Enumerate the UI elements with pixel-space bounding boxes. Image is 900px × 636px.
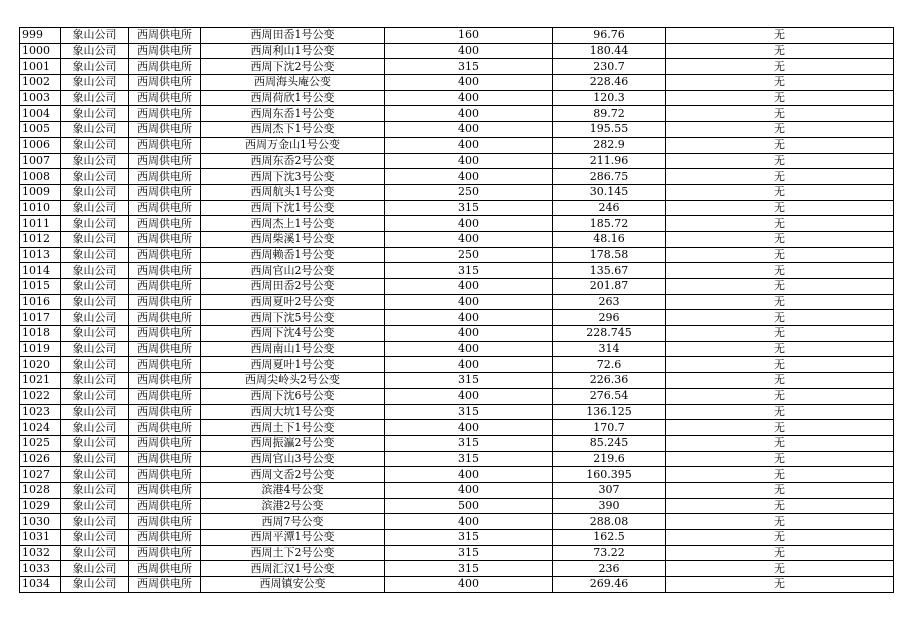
load-cell: 288.08 — [553, 514, 666, 530]
capacity-cell: 400 — [385, 137, 553, 153]
capacity-cell: 400 — [385, 341, 553, 357]
remark-cell: 无 — [666, 169, 894, 185]
station-cell: 西周供电所 — [129, 561, 201, 577]
remark-cell: 无 — [666, 200, 894, 216]
capacity-cell: 250 — [385, 184, 553, 200]
transformer-name-cell: 西周尖岭头2号公变 — [201, 373, 385, 389]
row-number-cell: 1005 — [20, 122, 61, 138]
table-row — [20, 137, 894, 153]
transformer-name-cell: 滨港4号公变 — [201, 482, 385, 498]
load-cell: 390 — [553, 498, 666, 514]
table-row — [20, 279, 894, 295]
capacity-cell: 250 — [385, 247, 553, 263]
company-cell: 象山公司 — [61, 451, 129, 467]
load-cell: 219.6 — [553, 451, 666, 467]
table-row — [20, 420, 894, 436]
station-cell: 西周供电所 — [129, 435, 201, 451]
table-row — [20, 153, 894, 169]
capacity-cell: 400 — [385, 153, 553, 169]
table-row — [20, 482, 894, 498]
station-cell: 西周供电所 — [129, 106, 201, 122]
transformer-name-cell: 西周柴溪1号公变 — [201, 231, 385, 247]
remark-cell: 无 — [666, 561, 894, 577]
table-row — [20, 28, 894, 44]
remark-cell: 无 — [666, 231, 894, 247]
spreadsheet-page — [19, 27, 894, 593]
load-cell: 136.125 — [553, 404, 666, 420]
transformer-name-cell: 西周下沈3号公变 — [201, 169, 385, 185]
company-cell: 象山公司 — [61, 577, 129, 593]
company-cell: 象山公司 — [61, 106, 129, 122]
transformer-name-cell: 西周镇安公变 — [201, 577, 385, 593]
row-number-cell: 1011 — [20, 216, 61, 232]
table-row — [20, 310, 894, 326]
transformer-name-cell: 西周下沈1号公变 — [201, 200, 385, 216]
company-cell: 象山公司 — [61, 545, 129, 561]
station-cell: 西周供电所 — [129, 231, 201, 247]
transformer-name-cell: 西周海头庵公变 — [201, 75, 385, 91]
remark-cell: 无 — [666, 577, 894, 593]
remark-cell: 无 — [666, 514, 894, 530]
table-row — [20, 106, 894, 122]
transformer-name-cell: 西周田岙1号公变 — [201, 28, 385, 44]
station-cell: 西周供电所 — [129, 514, 201, 530]
station-cell: 西周供电所 — [129, 545, 201, 561]
company-cell: 象山公司 — [61, 498, 129, 514]
transformer-table — [19, 27, 894, 593]
row-number-cell: 1009 — [20, 184, 61, 200]
company-cell: 象山公司 — [61, 294, 129, 310]
row-number-cell: 1018 — [20, 326, 61, 342]
load-cell: 307 — [553, 482, 666, 498]
load-cell: 178.58 — [553, 247, 666, 263]
load-cell: 276.54 — [553, 388, 666, 404]
capacity-cell: 400 — [385, 231, 553, 247]
capacity-cell: 400 — [385, 43, 553, 59]
load-cell: 185.72 — [553, 216, 666, 232]
load-cell: 170.7 — [553, 420, 666, 436]
remark-cell: 无 — [666, 388, 894, 404]
row-number-cell: 1032 — [20, 545, 61, 561]
company-cell: 象山公司 — [61, 169, 129, 185]
row-number-cell: 1017 — [20, 310, 61, 326]
company-cell: 象山公司 — [61, 514, 129, 530]
row-number-cell: 1023 — [20, 404, 61, 420]
remark-cell: 无 — [666, 498, 894, 514]
transformer-name-cell: 西周官山2号公变 — [201, 263, 385, 279]
station-cell: 西周供电所 — [129, 169, 201, 185]
row-number-cell: 1033 — [20, 561, 61, 577]
transformer-name-cell: 滨港2号公变 — [201, 498, 385, 514]
load-cell: 89.72 — [553, 106, 666, 122]
load-cell: 228.46 — [553, 75, 666, 91]
load-cell: 269.46 — [553, 577, 666, 593]
table-row — [20, 388, 894, 404]
capacity-cell: 400 — [385, 90, 553, 106]
capacity-cell: 400 — [385, 294, 553, 310]
company-cell: 象山公司 — [61, 310, 129, 326]
load-cell: 72.6 — [553, 357, 666, 373]
company-cell: 象山公司 — [61, 530, 129, 546]
company-cell: 象山公司 — [61, 341, 129, 357]
company-cell: 象山公司 — [61, 216, 129, 232]
capacity-cell: 315 — [385, 59, 553, 75]
row-number-cell: 1002 — [20, 75, 61, 91]
row-number-cell: 1030 — [20, 514, 61, 530]
row-number-cell: 1028 — [20, 482, 61, 498]
station-cell: 西周供电所 — [129, 498, 201, 514]
table-body — [20, 28, 894, 593]
remark-cell: 无 — [666, 545, 894, 561]
remark-cell: 无 — [666, 404, 894, 420]
station-cell: 西周供电所 — [129, 43, 201, 59]
station-cell: 西周供电所 — [129, 75, 201, 91]
transformer-name-cell: 西周利山1号公变 — [201, 43, 385, 59]
capacity-cell: 315 — [385, 263, 553, 279]
company-cell: 象山公司 — [61, 247, 129, 263]
table-row — [20, 341, 894, 357]
capacity-cell: 315 — [385, 451, 553, 467]
row-number-cell: 1003 — [20, 90, 61, 106]
table-row — [20, 263, 894, 279]
capacity-cell: 160 — [385, 28, 553, 44]
station-cell: 西周供电所 — [129, 404, 201, 420]
load-cell: 226.36 — [553, 373, 666, 389]
remark-cell: 无 — [666, 435, 894, 451]
row-number-cell: 1015 — [20, 279, 61, 295]
transformer-name-cell: 西周下沈2号公变 — [201, 59, 385, 75]
remark-cell: 无 — [666, 90, 894, 106]
station-cell: 西周供电所 — [129, 326, 201, 342]
table-row — [20, 451, 894, 467]
transformer-name-cell: 西周大坑1号公变 — [201, 404, 385, 420]
station-cell: 西周供电所 — [129, 388, 201, 404]
row-number-cell: 1021 — [20, 373, 61, 389]
load-cell: 162.5 — [553, 530, 666, 546]
table-row — [20, 43, 894, 59]
table-row — [20, 357, 894, 373]
load-cell: 236 — [553, 561, 666, 577]
station-cell: 西周供电所 — [129, 294, 201, 310]
remark-cell: 无 — [666, 357, 894, 373]
capacity-cell: 315 — [385, 435, 553, 451]
transformer-name-cell: 西周土下1号公变 — [201, 420, 385, 436]
transformer-name-cell: 西周东岙1号公变 — [201, 106, 385, 122]
company-cell: 象山公司 — [61, 357, 129, 373]
company-cell: 象山公司 — [61, 75, 129, 91]
load-cell: 160.395 — [553, 467, 666, 483]
transformer-name-cell: 西周下沈4号公变 — [201, 326, 385, 342]
remark-cell: 无 — [666, 294, 894, 310]
capacity-cell: 400 — [385, 577, 553, 593]
capacity-cell: 400 — [385, 216, 553, 232]
company-cell: 象山公司 — [61, 122, 129, 138]
station-cell: 西周供电所 — [129, 451, 201, 467]
station-cell: 西周供电所 — [129, 577, 201, 593]
station-cell: 西周供电所 — [129, 59, 201, 75]
row-number-cell: 1006 — [20, 137, 61, 153]
company-cell: 象山公司 — [61, 184, 129, 200]
transformer-name-cell: 西周荷欣1号公变 — [201, 90, 385, 106]
remark-cell: 无 — [666, 59, 894, 75]
remark-cell: 无 — [666, 373, 894, 389]
table-row — [20, 169, 894, 185]
load-cell: 263 — [553, 294, 666, 310]
company-cell: 象山公司 — [61, 388, 129, 404]
station-cell: 西周供电所 — [129, 310, 201, 326]
station-cell: 西周供电所 — [129, 279, 201, 295]
company-cell: 象山公司 — [61, 435, 129, 451]
remark-cell: 无 — [666, 279, 894, 295]
table-row — [20, 577, 894, 593]
company-cell: 象山公司 — [61, 420, 129, 436]
row-number-cell: 1012 — [20, 231, 61, 247]
station-cell: 西周供电所 — [129, 184, 201, 200]
load-cell: 120.3 — [553, 90, 666, 106]
row-number-cell: 1014 — [20, 263, 61, 279]
remark-cell: 无 — [666, 75, 894, 91]
transformer-name-cell: 西周夏叶1号公变 — [201, 357, 385, 373]
remark-cell: 无 — [666, 153, 894, 169]
station-cell: 西周供电所 — [129, 420, 201, 436]
load-cell: 30.145 — [553, 184, 666, 200]
station-cell: 西周供电所 — [129, 263, 201, 279]
capacity-cell: 315 — [385, 373, 553, 389]
station-cell: 西周供电所 — [129, 137, 201, 153]
table-row — [20, 467, 894, 483]
capacity-cell: 315 — [385, 545, 553, 561]
table-row — [20, 90, 894, 106]
company-cell: 象山公司 — [61, 279, 129, 295]
row-number-cell: 1020 — [20, 357, 61, 373]
load-cell: 195.55 — [553, 122, 666, 138]
row-number-cell: 1031 — [20, 530, 61, 546]
remark-cell: 无 — [666, 216, 894, 232]
table-row — [20, 514, 894, 530]
transformer-name-cell: 西周汇汉1号公变 — [201, 561, 385, 577]
remark-cell: 无 — [666, 106, 894, 122]
row-number-cell: 1024 — [20, 420, 61, 436]
row-number-cell: 1008 — [20, 169, 61, 185]
company-cell: 象山公司 — [61, 263, 129, 279]
remark-cell: 无 — [666, 263, 894, 279]
row-number-cell: 1029 — [20, 498, 61, 514]
capacity-cell: 315 — [385, 404, 553, 420]
remark-cell: 无 — [666, 43, 894, 59]
capacity-cell: 400 — [385, 326, 553, 342]
row-number-cell: 1025 — [20, 435, 61, 451]
station-cell: 西周供电所 — [129, 373, 201, 389]
station-cell: 西周供电所 — [129, 200, 201, 216]
station-cell: 西周供电所 — [129, 216, 201, 232]
remark-cell: 无 — [666, 467, 894, 483]
load-cell: 296 — [553, 310, 666, 326]
load-cell: 201.87 — [553, 279, 666, 295]
capacity-cell: 400 — [385, 122, 553, 138]
capacity-cell: 315 — [385, 561, 553, 577]
station-cell: 西周供电所 — [129, 153, 201, 169]
capacity-cell: 400 — [385, 514, 553, 530]
company-cell: 象山公司 — [61, 373, 129, 389]
remark-cell: 无 — [666, 482, 894, 498]
transformer-name-cell: 西周东岙2号公变 — [201, 153, 385, 169]
station-cell: 西周供电所 — [129, 90, 201, 106]
capacity-cell: 500 — [385, 498, 553, 514]
table-row — [20, 530, 894, 546]
table-row — [20, 561, 894, 577]
table-row — [20, 545, 894, 561]
table-row — [20, 404, 894, 420]
capacity-cell: 400 — [385, 106, 553, 122]
capacity-cell: 400 — [385, 482, 553, 498]
company-cell: 象山公司 — [61, 326, 129, 342]
company-cell: 象山公司 — [61, 90, 129, 106]
company-cell: 象山公司 — [61, 28, 129, 44]
row-number-cell: 1034 — [20, 577, 61, 593]
load-cell: 85.245 — [553, 435, 666, 451]
remark-cell: 无 — [666, 341, 894, 357]
capacity-cell: 400 — [385, 310, 553, 326]
load-cell: 282.9 — [553, 137, 666, 153]
company-cell: 象山公司 — [61, 59, 129, 75]
remark-cell: 无 — [666, 310, 894, 326]
transformer-name-cell: 西周平潭1号公变 — [201, 530, 385, 546]
load-cell: 230.7 — [553, 59, 666, 75]
station-cell: 西周供电所 — [129, 247, 201, 263]
transformer-name-cell: 西周万金山1号公变 — [201, 137, 385, 153]
table-row — [20, 498, 894, 514]
company-cell: 象山公司 — [61, 231, 129, 247]
row-number-cell: 1026 — [20, 451, 61, 467]
station-cell: 西周供电所 — [129, 467, 201, 483]
table-row — [20, 435, 894, 451]
transformer-name-cell: 西周文岙2号公变 — [201, 467, 385, 483]
transformer-name-cell: 西周南山1号公变 — [201, 341, 385, 357]
row-number-cell: 1001 — [20, 59, 61, 75]
remark-cell: 无 — [666, 326, 894, 342]
capacity-cell: 400 — [385, 388, 553, 404]
row-number-cell: 1010 — [20, 200, 61, 216]
capacity-cell: 400 — [385, 279, 553, 295]
row-number-cell: 1004 — [20, 106, 61, 122]
station-cell: 西周供电所 — [129, 122, 201, 138]
load-cell: 135.67 — [553, 263, 666, 279]
table-row — [20, 231, 894, 247]
remark-cell: 无 — [666, 420, 894, 436]
transformer-name-cell: 西周下沈5号公变 — [201, 310, 385, 326]
company-cell: 象山公司 — [61, 561, 129, 577]
capacity-cell: 400 — [385, 169, 553, 185]
table-row — [20, 200, 894, 216]
remark-cell: 无 — [666, 247, 894, 263]
transformer-name-cell: 西周田岙2号公变 — [201, 279, 385, 295]
station-cell: 西周供电所 — [129, 530, 201, 546]
row-number-cell: 1007 — [20, 153, 61, 169]
transformer-name-cell: 西周下沈6号公变 — [201, 388, 385, 404]
row-number-cell: 999 — [20, 28, 61, 44]
transformer-name-cell: 西周土下2号公变 — [201, 545, 385, 561]
table-row — [20, 247, 894, 263]
transformer-name-cell: 西周振瀛2号公变 — [201, 435, 385, 451]
station-cell: 西周供电所 — [129, 357, 201, 373]
transformer-name-cell: 西周7号公变 — [201, 514, 385, 530]
table-row — [20, 294, 894, 310]
row-number-cell: 1000 — [20, 43, 61, 59]
row-number-cell: 1016 — [20, 294, 61, 310]
remark-cell: 无 — [666, 137, 894, 153]
company-cell: 象山公司 — [61, 137, 129, 153]
transformer-name-cell: 西周夏叶2号公变 — [201, 294, 385, 310]
table-row — [20, 59, 894, 75]
table-row — [20, 373, 894, 389]
company-cell: 象山公司 — [61, 467, 129, 483]
remark-cell: 无 — [666, 530, 894, 546]
station-cell: 西周供电所 — [129, 341, 201, 357]
load-cell: 48.16 — [553, 231, 666, 247]
company-cell: 象山公司 — [61, 153, 129, 169]
load-cell: 73.22 — [553, 545, 666, 561]
company-cell: 象山公司 — [61, 482, 129, 498]
transformer-name-cell: 西周赖岙1号公变 — [201, 247, 385, 263]
table-row — [20, 216, 894, 232]
load-cell: 96.76 — [553, 28, 666, 44]
capacity-cell: 315 — [385, 530, 553, 546]
remark-cell: 无 — [666, 28, 894, 44]
company-cell: 象山公司 — [61, 43, 129, 59]
load-cell: 246 — [553, 200, 666, 216]
capacity-cell: 315 — [385, 200, 553, 216]
remark-cell: 无 — [666, 184, 894, 200]
row-number-cell: 1019 — [20, 341, 61, 357]
row-number-cell: 1027 — [20, 467, 61, 483]
capacity-cell: 400 — [385, 467, 553, 483]
transformer-name-cell: 西周航头1号公变 — [201, 184, 385, 200]
load-cell: 228.745 — [553, 326, 666, 342]
table-row — [20, 75, 894, 91]
table-row — [20, 122, 894, 138]
row-number-cell: 1013 — [20, 247, 61, 263]
transformer-name-cell: 西周官山3号公变 — [201, 451, 385, 467]
remark-cell: 无 — [666, 122, 894, 138]
row-number-cell: 1022 — [20, 388, 61, 404]
capacity-cell: 400 — [385, 420, 553, 436]
station-cell: 西周供电所 — [129, 482, 201, 498]
transformer-name-cell: 西周杰下1号公变 — [201, 122, 385, 138]
station-cell: 西周供电所 — [129, 28, 201, 44]
capacity-cell: 400 — [385, 357, 553, 373]
company-cell: 象山公司 — [61, 200, 129, 216]
load-cell: 180.44 — [553, 43, 666, 59]
remark-cell: 无 — [666, 451, 894, 467]
load-cell: 314 — [553, 341, 666, 357]
company-cell: 象山公司 — [61, 404, 129, 420]
load-cell: 286.75 — [553, 169, 666, 185]
table-row — [20, 184, 894, 200]
transformer-name-cell: 西周杰上1号公变 — [201, 216, 385, 232]
load-cell: 211.96 — [553, 153, 666, 169]
table-row — [20, 326, 894, 342]
capacity-cell: 400 — [385, 75, 553, 91]
